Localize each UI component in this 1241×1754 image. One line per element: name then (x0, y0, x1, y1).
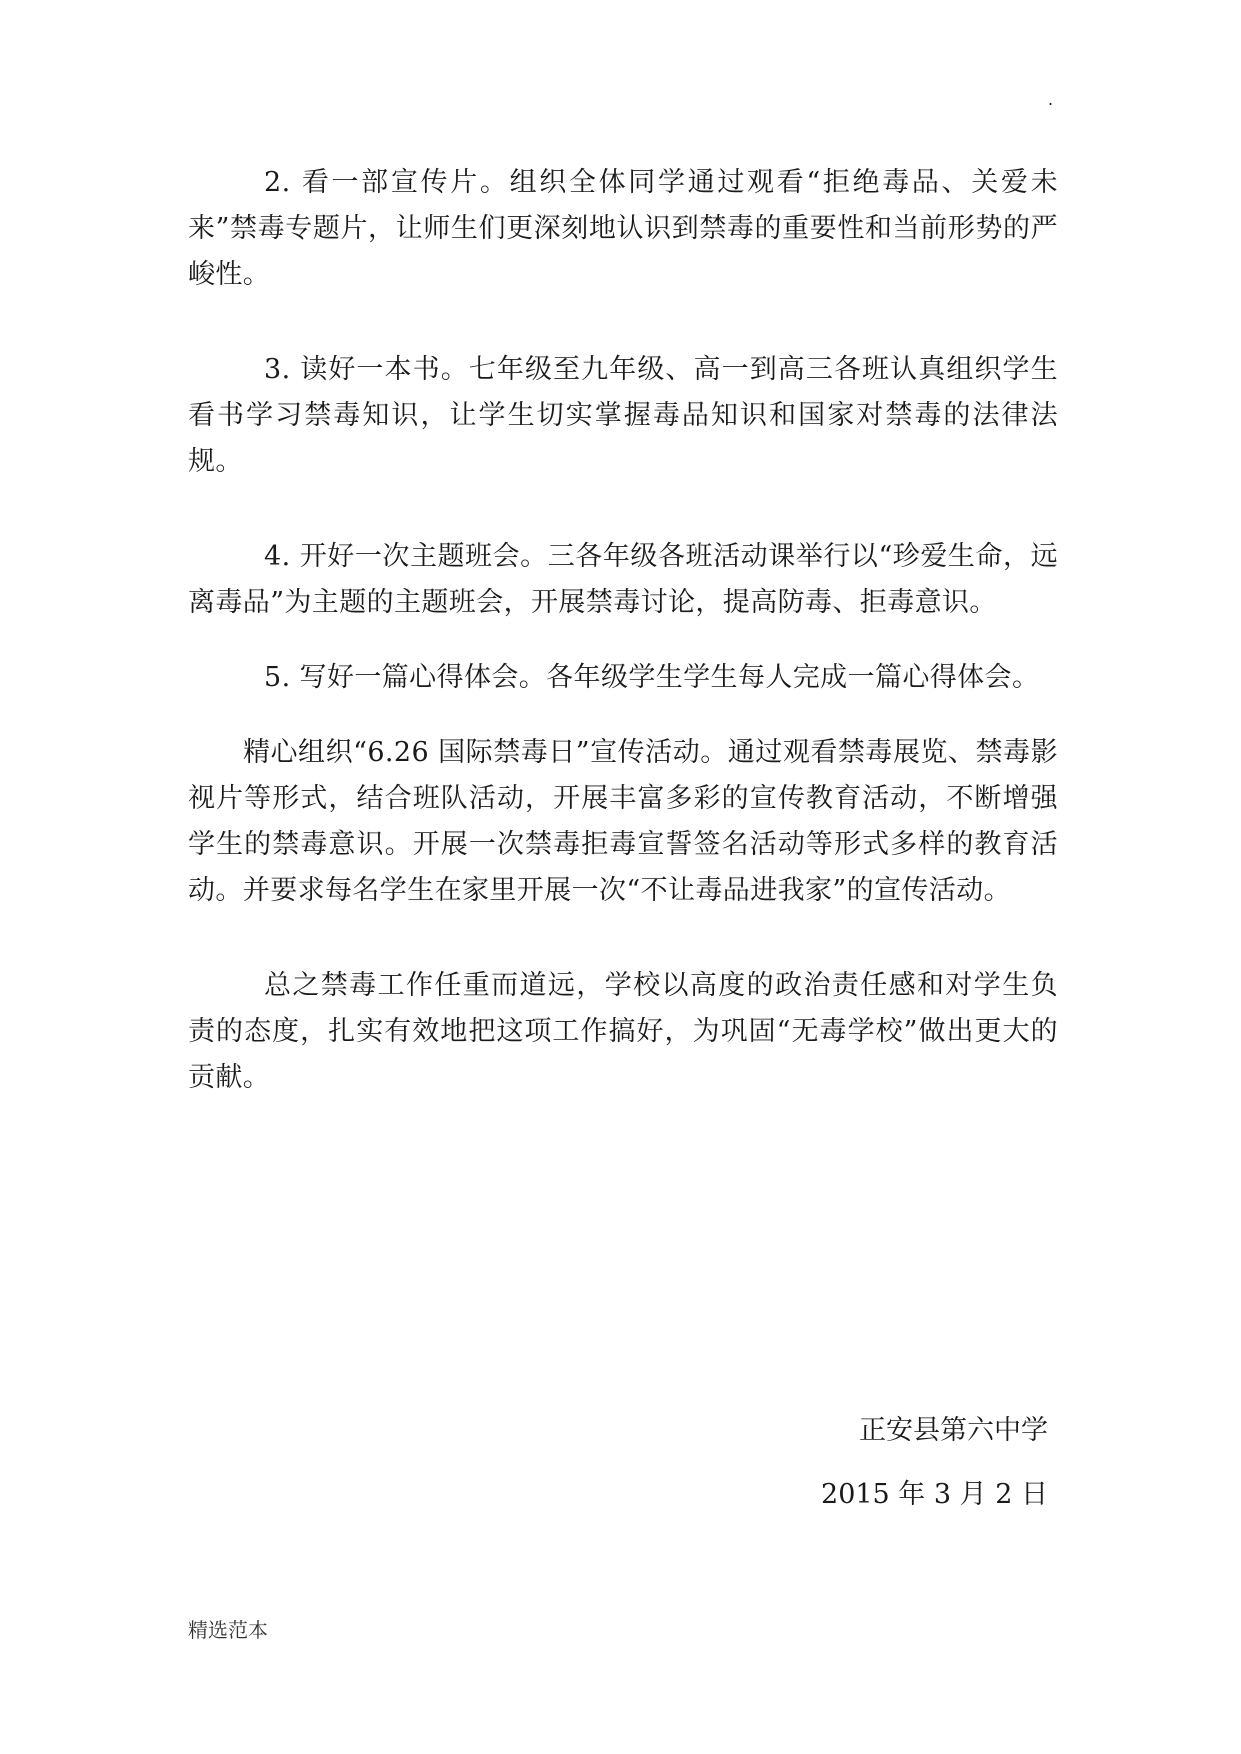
paragraph-drug-day: 精心组织“6.26 国际禁毒日”宣传活动。通过观看禁毒展览、禁毒影视片等形式，结合班队活动，开展丰富多彩的宣传教育活动，不断增强学生的禁毒意识。开展一次禁毒拒毒宣誓签名活动等形式多样的教育活动。并要求每名学生在家里开展一次“不让毒品进我家”的宣传活动。 (188, 737, 1058, 906)
paragraph-read-book: 3. 读好一本书。七年级至九年级、高一到高三各班认真组织学生看书学习禁毒知识，让学生切实掌握毒品知识和国家对禁毒的法律法规。 (188, 354, 1058, 477)
signature-organization: 正安县第六中学 (859, 1415, 1048, 1446)
signature-date: 2015 年 3 月 2 日 (821, 1479, 1048, 1510)
body-text (188, 160, 1058, 1101)
footer-label: 精选范本 (188, 1618, 268, 1642)
paragraph-promo-film: 2. 看一部宣传片。组织全体同学通过观看“拒绝毒品、关爱未来”禁毒专题片，让师生们更深刻地认识到禁毒的重要性和当前形势的严峻性。 (188, 167, 1058, 290)
corner-mark: . (1048, 90, 1054, 109)
paragraph-reflection: 5. 写好一篇心得体会。各年级学生学生每人完成一篇心得体会。 (264, 662, 1040, 693)
paragraph-conclusion: 总之禁毒工作任重而道远，学校以高度的政治责任感和对学生负责的态度，扎实有效地把这项工作搞好，为巩固“无毒学校”做出更大的贡献。 (188, 970, 1058, 1093)
paragraph-class-meeting: 4. 开好一次主题班会。三各年级各班活动课举行以“珍爱生命，远离毒品”为主题的主题班会，开展禁毒讨论，提高防毒、拒毒意识。 (188, 541, 1058, 618)
signature-block (821, 1408, 1048, 1518)
